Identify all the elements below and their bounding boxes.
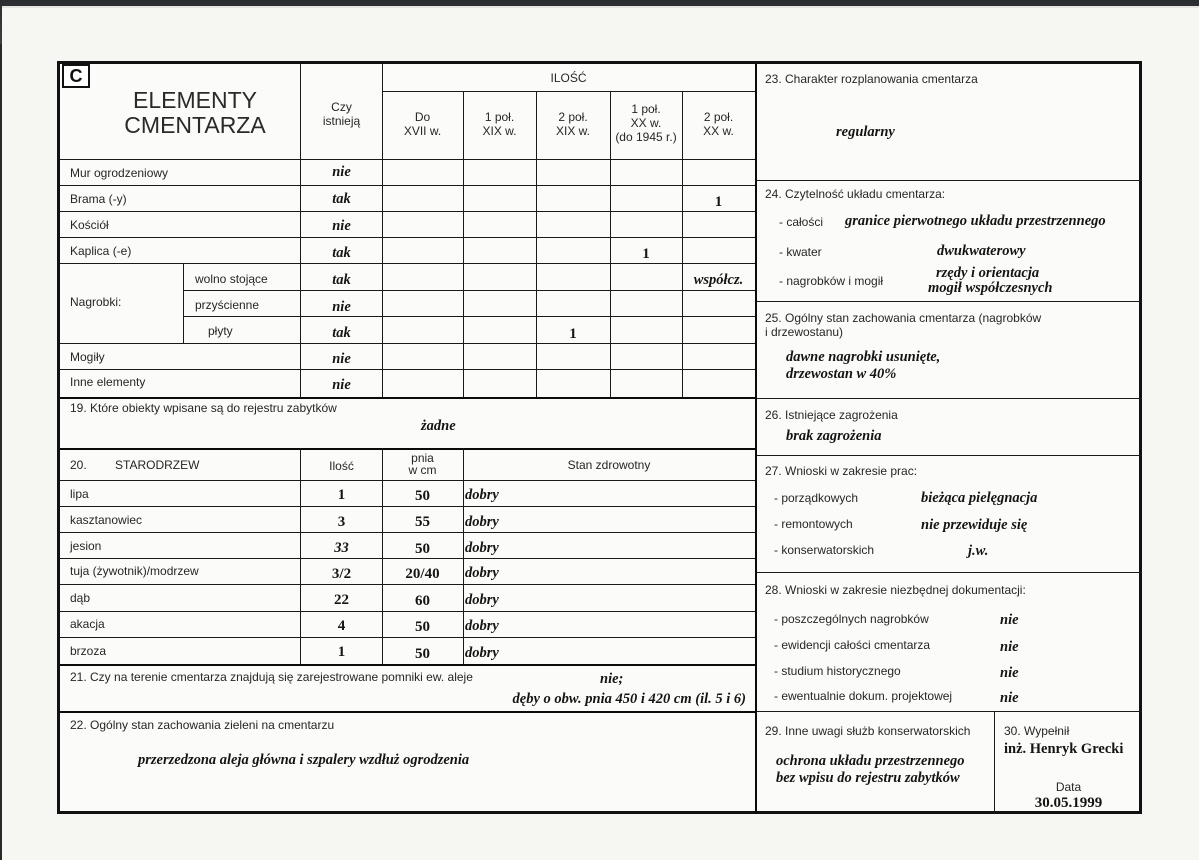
period-header: 1 poł. XX w. (do 1945 r.)	[615, 102, 677, 144]
q29-answer-line-2: bez wpisu do rejestru zabytków	[776, 770, 960, 786]
q24-item-answer-line-1: rzędy i orientacja	[936, 265, 1040, 281]
q25-answer-line-1: dawne nagrobki usunięte,	[786, 349, 941, 365]
element-label: Mogiły	[70, 350, 105, 364]
exists-value: tak	[332, 245, 351, 261]
nagrobki-group-label: Nagrobki:	[70, 295, 122, 309]
tree-trunk: 50	[415, 488, 430, 504]
exists-value: tak	[332, 191, 351, 207]
title-line-2: CMENTARZA	[124, 112, 266, 138]
tree-health: dobry	[465, 540, 499, 556]
quantity-value: 1	[714, 194, 723, 210]
tree-count: 4	[337, 618, 346, 634]
q27-item-label: - remontowych	[774, 517, 853, 531]
element-label: przyścienne	[195, 298, 260, 312]
q28-item-answer: nie	[1000, 690, 1019, 706]
element-label: Inne elementy	[70, 375, 146, 389]
q24-item-label: - całości	[779, 215, 824, 229]
exists-value: nie	[332, 299, 351, 315]
q27-item-answer: bieżąca pielęgnacja	[921, 490, 1038, 506]
cemetery-card-form	[57, 61, 1142, 814]
q28-label: 28. Wnioski w zakresie niezbędnej dokumentacji:	[765, 583, 1026, 597]
period-header: 1 poł. XIX w.	[482, 110, 517, 138]
q20-col-trunk: pnia w cm	[408, 451, 437, 477]
element-label: Kościół	[70, 218, 109, 232]
tree-health: dobry	[465, 565, 499, 581]
tree-count: 1	[337, 644, 346, 660]
exists-value: nie	[332, 164, 351, 180]
element-label: wolno stojące	[195, 272, 268, 286]
q24-item-answer: granice pierwotnego układu przestrzennego	[845, 213, 1106, 229]
q25-label-line-2: i drzewostanu)	[765, 325, 844, 339]
q27-item-answer: j.w.	[968, 543, 989, 559]
element-label: Kaplica (-e)	[70, 244, 132, 258]
tree-trunk: 50	[415, 646, 430, 662]
tree-health: dobry	[465, 618, 499, 634]
tree-name: dąb	[70, 591, 91, 605]
section-badge: C	[62, 64, 90, 88]
q28-item-label: - ewidencji całości cmentarza	[774, 638, 931, 652]
q26-answer: brak zagrożenia	[786, 428, 882, 444]
tree-count: 1	[337, 487, 346, 503]
period-header: 2 poł. XIX w.	[555, 110, 590, 138]
q29-label: 29. Inne uwagi służb konserwatorskich	[765, 724, 971, 738]
exists-value: nie	[332, 351, 351, 367]
tree-name: lipa	[70, 487, 89, 501]
tree-name: tuja (żywotnik)/modrzew	[70, 564, 199, 578]
quantity-value: współcz.	[693, 272, 744, 288]
tree-count: 22	[334, 592, 349, 608]
q28-item-answer: nie	[1000, 612, 1019, 628]
tree-count: 3	[337, 514, 346, 530]
exists-value: tak	[332, 325, 351, 341]
q20-col-count: Ilość	[329, 459, 354, 473]
q28-item-label: - poszczególnych nagrobków	[774, 612, 929, 626]
q22-label: 22. Ogólny stan zachowania zieleni na cmentarzu	[70, 718, 335, 732]
quantity-value: 1	[642, 246, 650, 262]
tree-health: dobry	[465, 487, 499, 503]
q28-item-label: - ewentualnie dokum. projektowej	[774, 689, 953, 703]
period-header: 2 poł. XX w.	[703, 110, 734, 138]
q21-answer-line-2: dęby o obw. pnia 450 i 420 cm (il. 5 i 6)	[512, 691, 746, 707]
tree-trunk: 50	[415, 619, 430, 635]
q30-label: 30. Wypełnił	[1004, 724, 1070, 738]
exists-value: tak	[332, 272, 351, 288]
tree-name: kasztanowiec	[70, 513, 143, 527]
q27-item-label: - konserwatorskich	[774, 543, 875, 557]
q28-item-answer: nie	[1000, 665, 1019, 681]
q25-label-line-1: 25. Ogólny stan zachowania cmentarza (nagrobków	[765, 311, 1042, 325]
q24-label: 24. Czytelność układu cmentarza:	[765, 187, 946, 201]
exists-value: nie	[332, 377, 351, 393]
q27-item-answer: nie przewiduje się	[921, 517, 1028, 533]
tree-trunk: 50	[415, 541, 430, 557]
column-divider	[755, 64, 757, 814]
q24-item-label: - kwater	[779, 245, 822, 259]
q23-label: 23. Charakter rozplanowania cmentarza	[765, 72, 978, 86]
tree-name: jesion	[70, 539, 102, 553]
q30-answer: inż. Henryk Grecki	[1004, 741, 1124, 757]
q19-label: 19. Które obiekty wpisane są do rejestru zabytków	[70, 401, 337, 415]
tree-trunk: 55	[415, 514, 430, 530]
tree-name: brzoza	[70, 644, 107, 658]
tree-health: dobry	[465, 514, 499, 530]
tree-name: akacja	[70, 617, 105, 631]
tree-health: dobry	[465, 592, 499, 608]
q28-item-answer: nie	[1000, 639, 1019, 655]
q29-answer-line-1: ochrona układu przestrzennego	[776, 753, 965, 769]
q24-item-label: - nagrobków i mogił	[779, 274, 884, 288]
element-label: Brama (-y)	[70, 192, 127, 206]
tree-count: 33	[334, 540, 349, 556]
q22-answer: przerzedzona aleja główna i szpalery wzdłuż ogrodzenia	[138, 752, 470, 768]
q20-title: STARODRZEW	[115, 458, 200, 472]
tree-health: dobry	[465, 645, 499, 661]
q21-answer-line-1: nie;	[600, 671, 624, 687]
q21-label: 21. Czy na terenie cmentarza znajdują się zarejestrowane pomniki ew. aleje	[70, 670, 473, 684]
period-header: Do XVII w.	[403, 110, 442, 138]
q24-item-answer-line-2: mogił współczesnych	[928, 280, 1053, 296]
q25-answer-line-2: drzewostan w 40%	[786, 366, 897, 382]
q27-label: 27. Wnioski w zakresie prac:	[765, 464, 918, 478]
tree-count: 3/2	[331, 566, 352, 582]
q19-answer: żadne	[421, 418, 456, 434]
q20-col-health: Stan zdrowotny	[567, 458, 651, 472]
q27-item-label: - porządkowych	[774, 491, 859, 505]
q26-label: 26. Istniejące zagrożenia	[765, 408, 898, 422]
col-exists-header: Czy istnieją	[322, 100, 361, 128]
q30-date: 30.05.1999	[1034, 795, 1103, 811]
q28-item-label: - studium historycznego	[774, 664, 901, 678]
q24-item-answer: dwukwaterowy	[937, 243, 1026, 259]
form-title	[100, 88, 290, 138]
tree-trunk: 60	[415, 593, 430, 609]
q30-date-label: Data	[1055, 780, 1082, 794]
tree-trunk: 20/40	[405, 566, 440, 582]
element-label: płyty	[208, 324, 233, 338]
q23-answer: regularny	[836, 124, 895, 140]
title-line-1: ELEMENTY	[133, 87, 257, 113]
q20-number: 20.	[70, 458, 87, 472]
exists-value: nie	[332, 218, 351, 234]
quantity-value: 1	[569, 326, 577, 342]
element-label: Mur ogrodzeniowy	[70, 166, 169, 180]
col-quantity-header: ILOŚĆ	[550, 71, 587, 85]
